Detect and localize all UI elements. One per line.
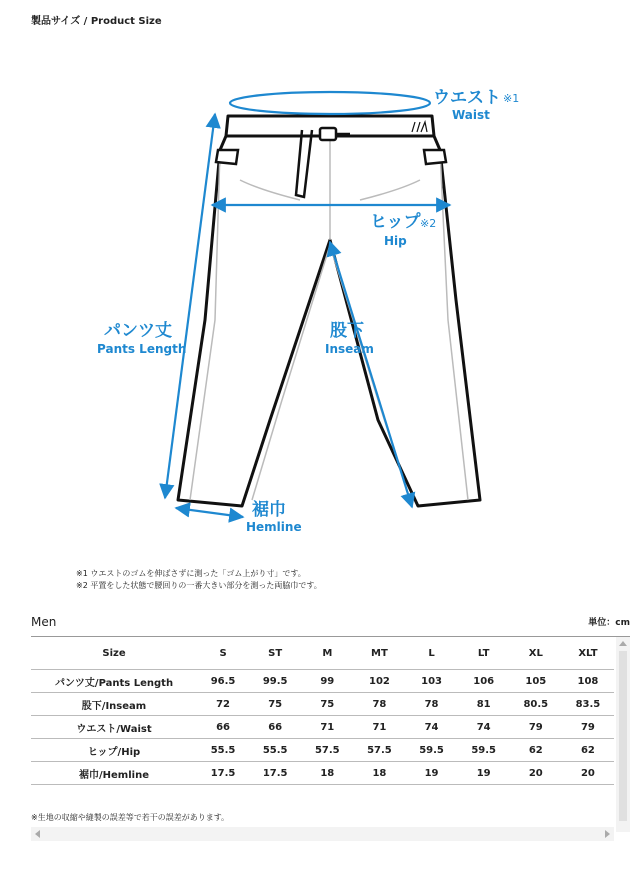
table-cell: 102 [353,670,405,693]
row-label: 裾巾/Hemline [31,762,197,785]
inseam-label-jp: 股下 [330,321,364,341]
table-cell: 75 [249,693,301,716]
row-label: ウエスト/Waist [31,716,197,739]
note-waist: ※1 ウエストのゴムを伸ばさずに測った「ゴム上がり寸」です。 [76,569,306,578]
hemline-arrow [176,508,243,517]
table-cell: 99.5 [249,670,301,693]
pants-outline [178,116,480,506]
page-title: 製品サイズ / Product Size [31,16,162,27]
header-size-st: ST [249,637,301,670]
table-cell: 78 [406,693,458,716]
table-cell: 62 [510,739,562,762]
table-cell: 71 [301,716,353,739]
table-cell: 105 [510,670,562,693]
waist-note-mark: ※1 [503,92,520,105]
table-cell: 17.5 [197,762,249,785]
table-cell: 79 [562,716,614,739]
table-cell: 55.5 [197,739,249,762]
table-cell: 19 [458,762,510,785]
row-label: 股下/Inseam [31,693,197,716]
footnote: ※生地の収縮や縫製の誤差等で若干の誤差があります。 [31,813,230,822]
hip-note-mark: ※2 [420,217,437,230]
table-row [31,693,614,716]
table-cell: 20 [562,762,614,785]
inseam-label-en: Inseam [325,342,374,356]
table-cell: 72 [197,693,249,716]
scroll-thumb[interactable] [619,651,627,821]
table-cell: 62 [562,739,614,762]
unit-label: 単位：cm [588,618,630,628]
horizontal-scrollbar[interactable] [31,827,614,841]
hip-label-jp: ヒップ [370,212,421,232]
size-table-container [31,636,630,844]
table-cell: 71 [353,716,405,739]
table-cell: 59.5 [406,739,458,762]
header-size-xl: XL [510,637,562,670]
table-cell: 19 [406,762,458,785]
waist-label-en: Waist [452,108,490,122]
table-row [31,670,614,693]
table-cell: 103 [406,670,458,693]
table-cell: 74 [406,716,458,739]
table-row [31,716,614,739]
table-cell: 55.5 [249,739,301,762]
waist-label-jp: ウエスト [433,88,501,108]
table-header-row [31,637,614,670]
table-cell: 75 [301,693,353,716]
scroll-up-icon[interactable] [619,641,627,646]
hemline-label-en: Hemline [246,520,302,534]
table-cell: 17.5 [249,762,301,785]
table-cell: 106 [458,670,510,693]
table-cell: 96.5 [197,670,249,693]
scroll-left-icon[interactable] [35,830,40,838]
header-size-l: L [406,637,458,670]
table-cell: 57.5 [301,739,353,762]
pocket-flaps [216,150,446,164]
section-label-men: Men [31,615,57,629]
hip-label-en: Hip [384,234,407,248]
pants-length-label-jp: パンツ丈 [104,321,172,341]
table-cell: 99 [301,670,353,693]
row-label: ヒップ/Hip [31,739,197,762]
table-cell: 66 [249,716,301,739]
scroll-right-icon[interactable] [605,830,610,838]
note-hip: ※2 平置をした状態で腰回りの一番大きい部分を測った両脇巾です。 [76,581,322,590]
header-size-lt: LT [458,637,510,670]
table-row [31,762,614,785]
header-size: Size [31,637,197,670]
table-cell: 74 [458,716,510,739]
table-cell: 80.5 [510,693,562,716]
header-size-mt: MT [353,637,405,670]
measurement-notes [76,568,322,592]
table-cell: 18 [353,762,405,785]
drawstring [296,128,350,197]
table-cell: 18 [301,762,353,785]
size-table [31,637,614,785]
table-cell: 108 [562,670,614,693]
inseam-arrow [330,242,412,507]
table-cell: 79 [510,716,562,739]
header-size-xlt: XLT [562,637,614,670]
table-cell: 83.5 [562,693,614,716]
table-cell: 20 [510,762,562,785]
pants-seams [190,138,468,500]
vertical-scrollbar[interactable] [616,637,630,832]
header-size-s: S [197,637,249,670]
hemline-label-jp: 裾巾 [252,500,286,520]
waist-measure-ellipse [230,92,430,114]
table-row [31,739,614,762]
table-cell: 57.5 [353,739,405,762]
pants-length-label-en: Pants Length [97,342,187,356]
header-size-m: M [301,637,353,670]
row-label: パンツ丈/Pants Length [31,670,197,693]
table-cell: 66 [197,716,249,739]
table-cell: 78 [353,693,405,716]
table-cell: 59.5 [458,739,510,762]
table-cell: 81 [458,693,510,716]
